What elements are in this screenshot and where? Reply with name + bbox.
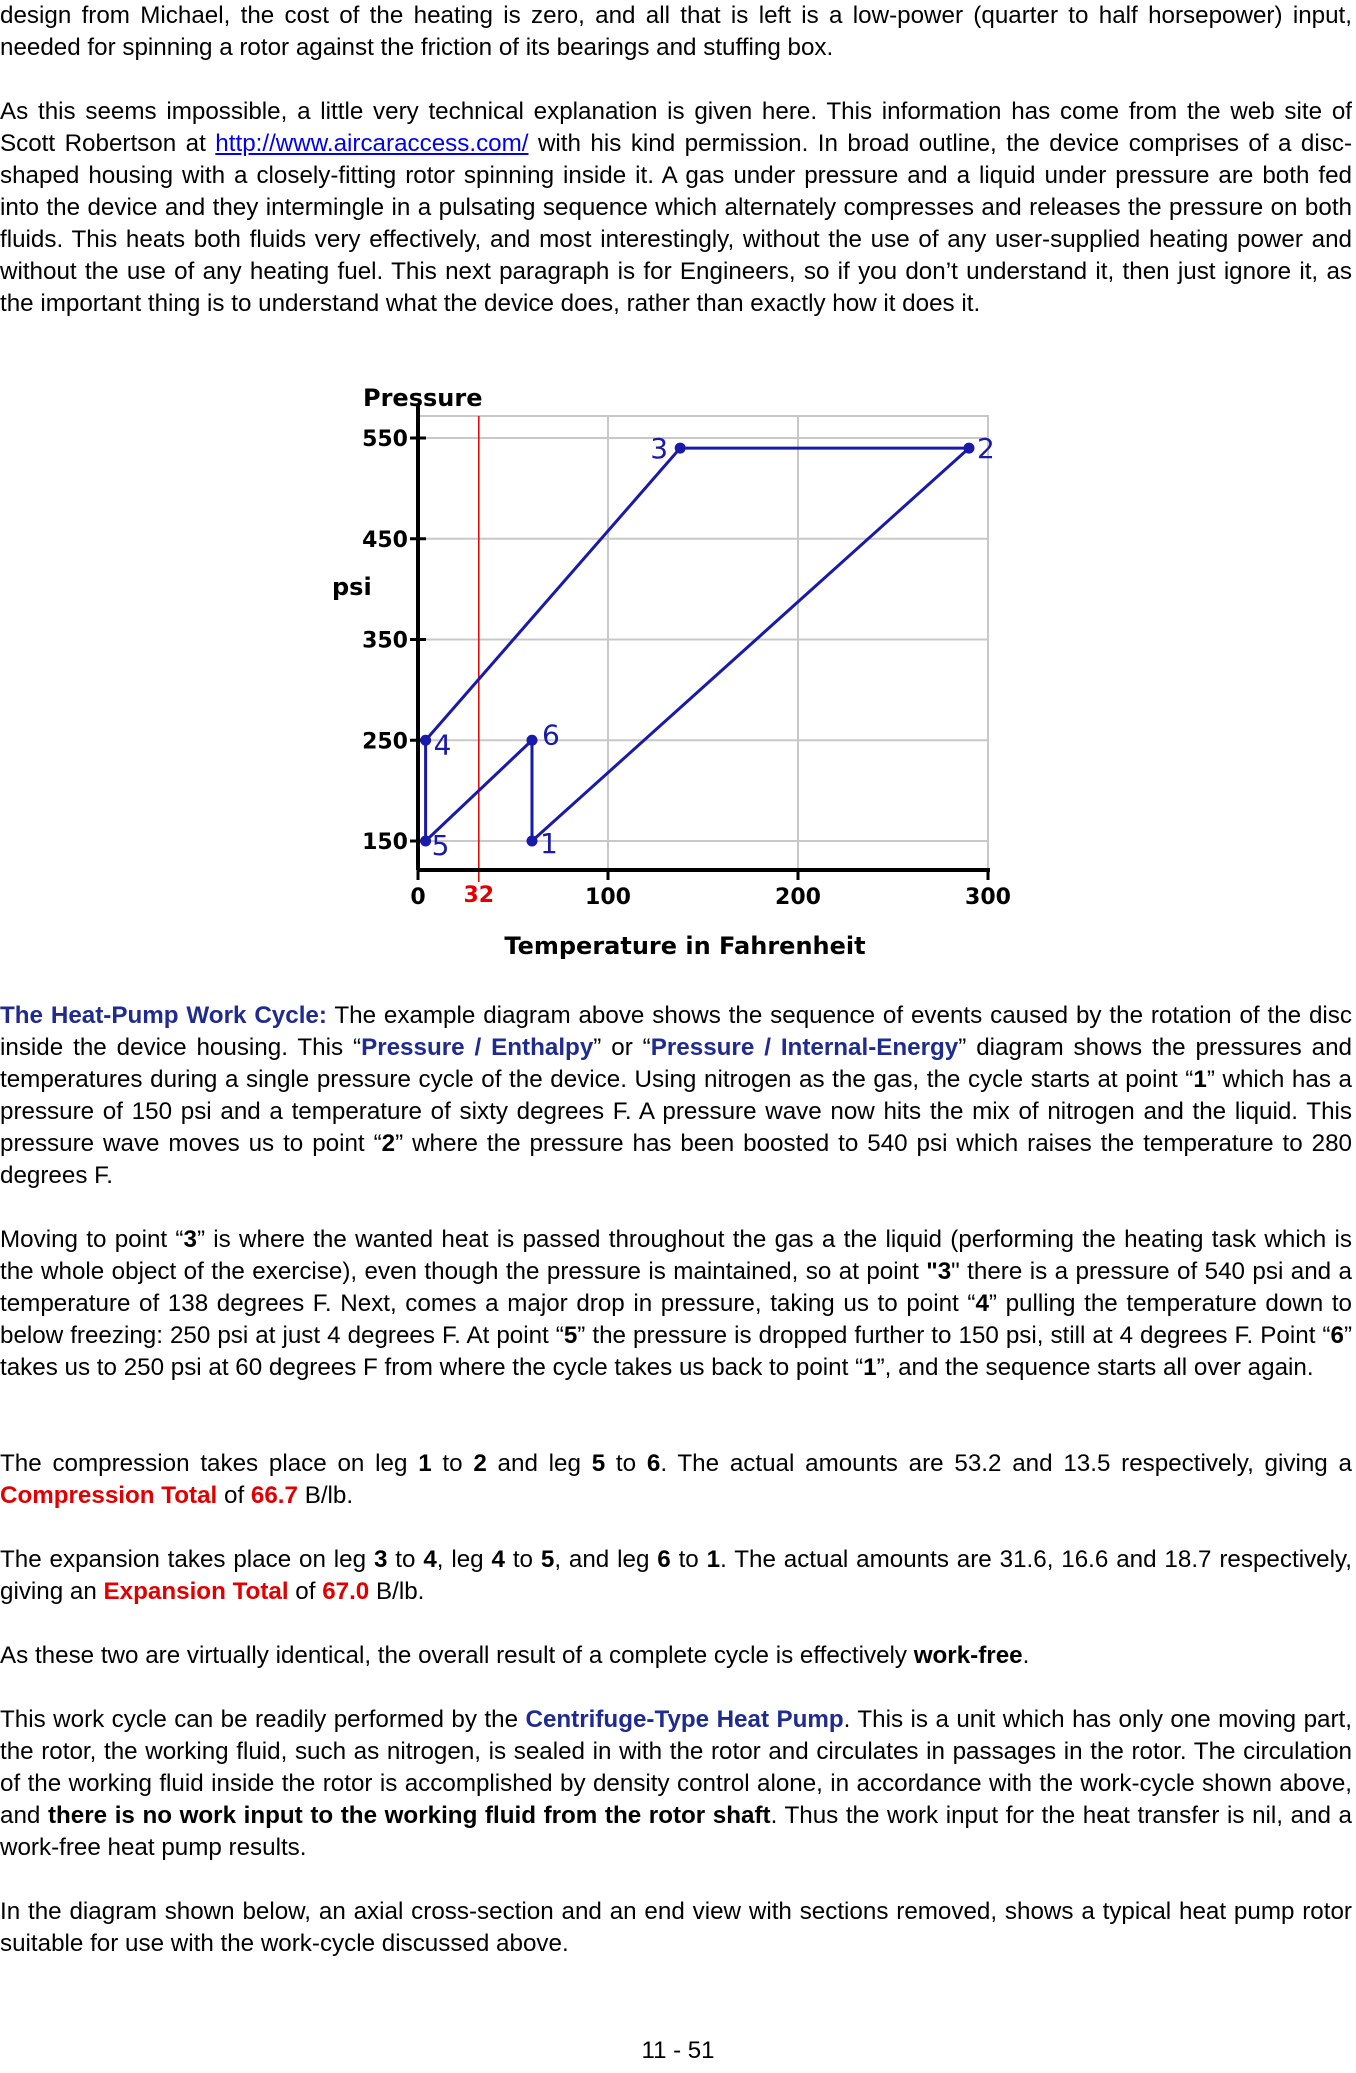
- point-ref: 5: [591, 1450, 606, 1477]
- work-cycle-text-e: ” where the pressure has been boosted to 540 psi which raises the temperature to 280 degrees F.: [0, 1130, 1352, 1189]
- point-ref: 1: [1193, 1066, 1207, 1093]
- cycle-point-label-6: 6: [542, 718, 560, 752]
- point-ref: 6: [657, 1546, 671, 1573]
- y-tick-label: 350: [362, 628, 408, 654]
- reference-line-label: 32: [463, 883, 495, 908]
- explanation-text-a: As this seems impossible, a little very technical explanation is given here. This information has come from the web site of Scott Robertson at: [0, 98, 1352, 157]
- paragraph-work-cycle: [0, 1000, 1352, 1192]
- pressure-temperature-chart: [325, 376, 1035, 976]
- compression-text: to: [431, 1450, 474, 1477]
- compression-total-label: Compression Total: [0, 1482, 218, 1509]
- point-ref: 2: [381, 1130, 396, 1157]
- point-ref: "3: [926, 1258, 952, 1285]
- expansion-text: B/lb.: [369, 1578, 425, 1605]
- cycle-point-label-3: 3: [650, 432, 669, 466]
- point-ref: 1: [706, 1546, 721, 1573]
- chart-axes: [362, 404, 1011, 910]
- cycle-leg-1-2: [532, 448, 969, 841]
- expansion-total-label: Expansion Total: [103, 1578, 289, 1605]
- point-ref: 5: [563, 1322, 578, 1349]
- cycle-point-5: [420, 836, 431, 847]
- point-ref: 2: [473, 1450, 487, 1477]
- x-tick-label: 200: [775, 885, 821, 910]
- work-cycle-text-a: The example diagram above shows the sequence of events caused by the rotation of the disc inside the device housing. This “: [0, 1002, 1352, 1061]
- work-free-text: .: [1022, 1642, 1030, 1669]
- point-ref: 1: [863, 1354, 877, 1381]
- x-tick-label: 0: [410, 885, 426, 910]
- paragraph-technical-explanation: [0, 96, 1352, 320]
- point-ref: 6: [646, 1450, 661, 1477]
- cycle-point-label-5: 5: [431, 829, 450, 862]
- cycle-text: ” pulling the temperature down to below freezing: 250 psi at just 4 degrees F. At point “: [0, 1290, 1352, 1349]
- point-ref: 3: [183, 1226, 197, 1253]
- centrifuge-text: This work cycle can be readily performed by the: [0, 1706, 526, 1733]
- expansion-text: to: [670, 1546, 707, 1573]
- paragraph-work-free: [0, 1640, 1352, 1672]
- plot-border: [418, 416, 988, 870]
- aircaraccess-link[interactable]: http://www.aircaraccess.com/: [215, 130, 529, 157]
- cycle-text: ”, and the sequence starts all over again.: [876, 1354, 1314, 1381]
- work-cycle-heading: The Heat-Pump Work Cycle:: [0, 1002, 327, 1029]
- cycle-text: ” is where the wanted heat is passed throughout the gas a the liquid (performing the heating task which is the whole object of the exercise), even though the pressure is maintained, so at point: [0, 1226, 1352, 1285]
- pressure-internal-energy-term: Pressure / Internal-Energy: [650, 1034, 959, 1061]
- cycle-point-1: [527, 836, 538, 847]
- cycle-text: Moving to point “: [0, 1226, 184, 1253]
- compression-text: . The actual amounts are 53.2 and 13.5 respectively, giving a: [660, 1450, 1352, 1477]
- y-axis-title: Pressure: [363, 384, 483, 412]
- work-cycle-text-b: ” or “: [593, 1034, 651, 1061]
- paragraph-cycle-points: [0, 1224, 1352, 1384]
- rotor-intro-text: In the diagram shown below, an axial cross-section and an end view with sections removed, shows a typical heat pump rotor suitable for use with the work-cycle discussed above.: [0, 1898, 1352, 1957]
- reference-line-32: [463, 416, 494, 908]
- expansion-text: . The actual amounts are 31.6, 16.6 and 18.7 respectively, giving an: [0, 1546, 1353, 1605]
- explanation-text-b: with his kind permission. In broad outline, the device comprises of a disc-shaped housing with a closely-fitting rotor spinning inside it. A gas under pressure and a liquid under pressure are both fed into the device and they intermingle in a pulsating sequence which alternately compresses and releases the pressure on both fluids. This heats both fluids very effectively, and most interestingly, without the use of any user-supplied heating power and without the use of any heating fuel. This next paragraph is for Engineers, so if you don’t understand it, then just ignore it, as the important thing is to understand what the device does, rather than exactly how it does it.: [0, 130, 1353, 317]
- work-free-text: As these two are virtually identical, the overall result of a complete cycle is effectively: [0, 1642, 914, 1669]
- expansion-text: The expansion takes place on leg: [0, 1546, 374, 1573]
- x-tick-label: 300: [965, 885, 1011, 910]
- paragraph-intro: [0, 0, 1352, 64]
- expansion-text: , and leg: [554, 1546, 658, 1573]
- compression-text: to: [605, 1450, 647, 1477]
- centrifuge-text: . This is a unit which has only one moving part, the rotor, the working fluid, such as nitrogen, is sealed in with the rotor and circulates in passages in the rotor. The circulation of the working fluid inside the rotor is accomplished by density control alone, in accordance with the work-cycle shown above, and: [0, 1706, 1352, 1829]
- cycle-lines: [426, 448, 969, 841]
- point-ref: 6: [1330, 1322, 1344, 1349]
- work-free-term: work-free: [913, 1642, 1023, 1669]
- cycle-point-label-4: 4: [433, 728, 452, 762]
- work-cycle-text-c: ” diagram shows the pressures and temperatures during a single pressure cycle of the device. Using nitrogen as the gas, the cycle starts at point “: [0, 1034, 1353, 1093]
- expansion-text: , leg: [436, 1546, 492, 1573]
- cycle-point-4: [420, 735, 431, 746]
- y-axis-unit: psi: [332, 573, 372, 601]
- y-tick-label: 150: [362, 830, 408, 855]
- point-ref: 4: [491, 1546, 505, 1573]
- point-ref: 4: [423, 1546, 437, 1573]
- page-number: 11 - 51: [641, 2037, 715, 2064]
- expansion-total-value: 67.0: [322, 1578, 370, 1605]
- work-cycle-text-d: ” which has a pressure of 150 psi and a temperature of sixty degrees F. A pressure wave now hits the mix of nitrogen and the liquid. This pressure wave moves us to point “: [0, 1066, 1352, 1157]
- y-tick-label: 450: [362, 527, 408, 553]
- point-ref: 5: [540, 1546, 555, 1573]
- cycle-text: " there is a pressure of 540 psi and a temperature of 138 degrees F. Next, comes a major drop in pressure, taking us to point “: [0, 1258, 1352, 1317]
- point-ref: 3: [373, 1546, 388, 1573]
- centrifuge-heat-pump-term: Centrifuge-Type Heat Pump: [525, 1706, 844, 1733]
- paragraph-compression: [0, 1448, 1352, 1512]
- expansion-text: to: [387, 1546, 424, 1573]
- cycle-point-label-1: 1: [540, 827, 558, 860]
- pressure-enthalpy-term: Pressure / Enthalpy: [361, 1034, 594, 1061]
- chart-grid: [418, 416, 988, 870]
- cycle-point-2: [964, 443, 975, 454]
- cycle-text: ” takes us to 250 psi at 60 degrees F from where the cycle takes us back to point “: [0, 1322, 1352, 1381]
- compression-text: The compression takes place on leg: [0, 1450, 419, 1477]
- x-tick-label: 100: [585, 885, 631, 910]
- y-tick-label: 550: [362, 427, 408, 452]
- intro-text: design from Michael, the cost of the heating is zero, and all that is left is a low-power (quarter to half horsepower) input, needed for spinning a rotor against the friction of its bearings and stuffing box.: [0, 2, 1352, 61]
- paragraph-rotor-diagram-intro: [0, 1896, 1352, 1960]
- compression-text: B/lb.: [297, 1482, 354, 1509]
- point-ref: 1: [418, 1450, 432, 1477]
- centrifuge-text: . Thus the work input for the heat transfer is nil, and a work-free heat pump results.: [0, 1802, 1352, 1861]
- expansion-text: to: [504, 1546, 541, 1573]
- point-ref: 4: [975, 1290, 989, 1317]
- x-axis-title: Temperature in Fahrenheit: [504, 932, 866, 960]
- cycle-point-label-2: 2: [977, 432, 995, 466]
- paragraph-centrifuge-pump: [0, 1704, 1352, 1864]
- paragraph-expansion: [0, 1544, 1352, 1608]
- compression-text: and leg: [486, 1450, 592, 1477]
- no-work-input-statement: there is no work input to the working fluid from the rotor shaft: [47, 1802, 771, 1829]
- expansion-text: of: [288, 1578, 323, 1605]
- cycle-point-3: [675, 443, 686, 454]
- compression-text: of: [217, 1482, 251, 1509]
- cycle-leg-3-4: [426, 448, 681, 740]
- y-tick-label: 250: [362, 729, 408, 755]
- compression-total-value: 66.7: [250, 1482, 298, 1509]
- cycle-point-6: [527, 735, 538, 746]
- cycle-text: ” the pressure is dropped further to 150 psi, still at 4 degrees F. Point “: [577, 1322, 1331, 1349]
